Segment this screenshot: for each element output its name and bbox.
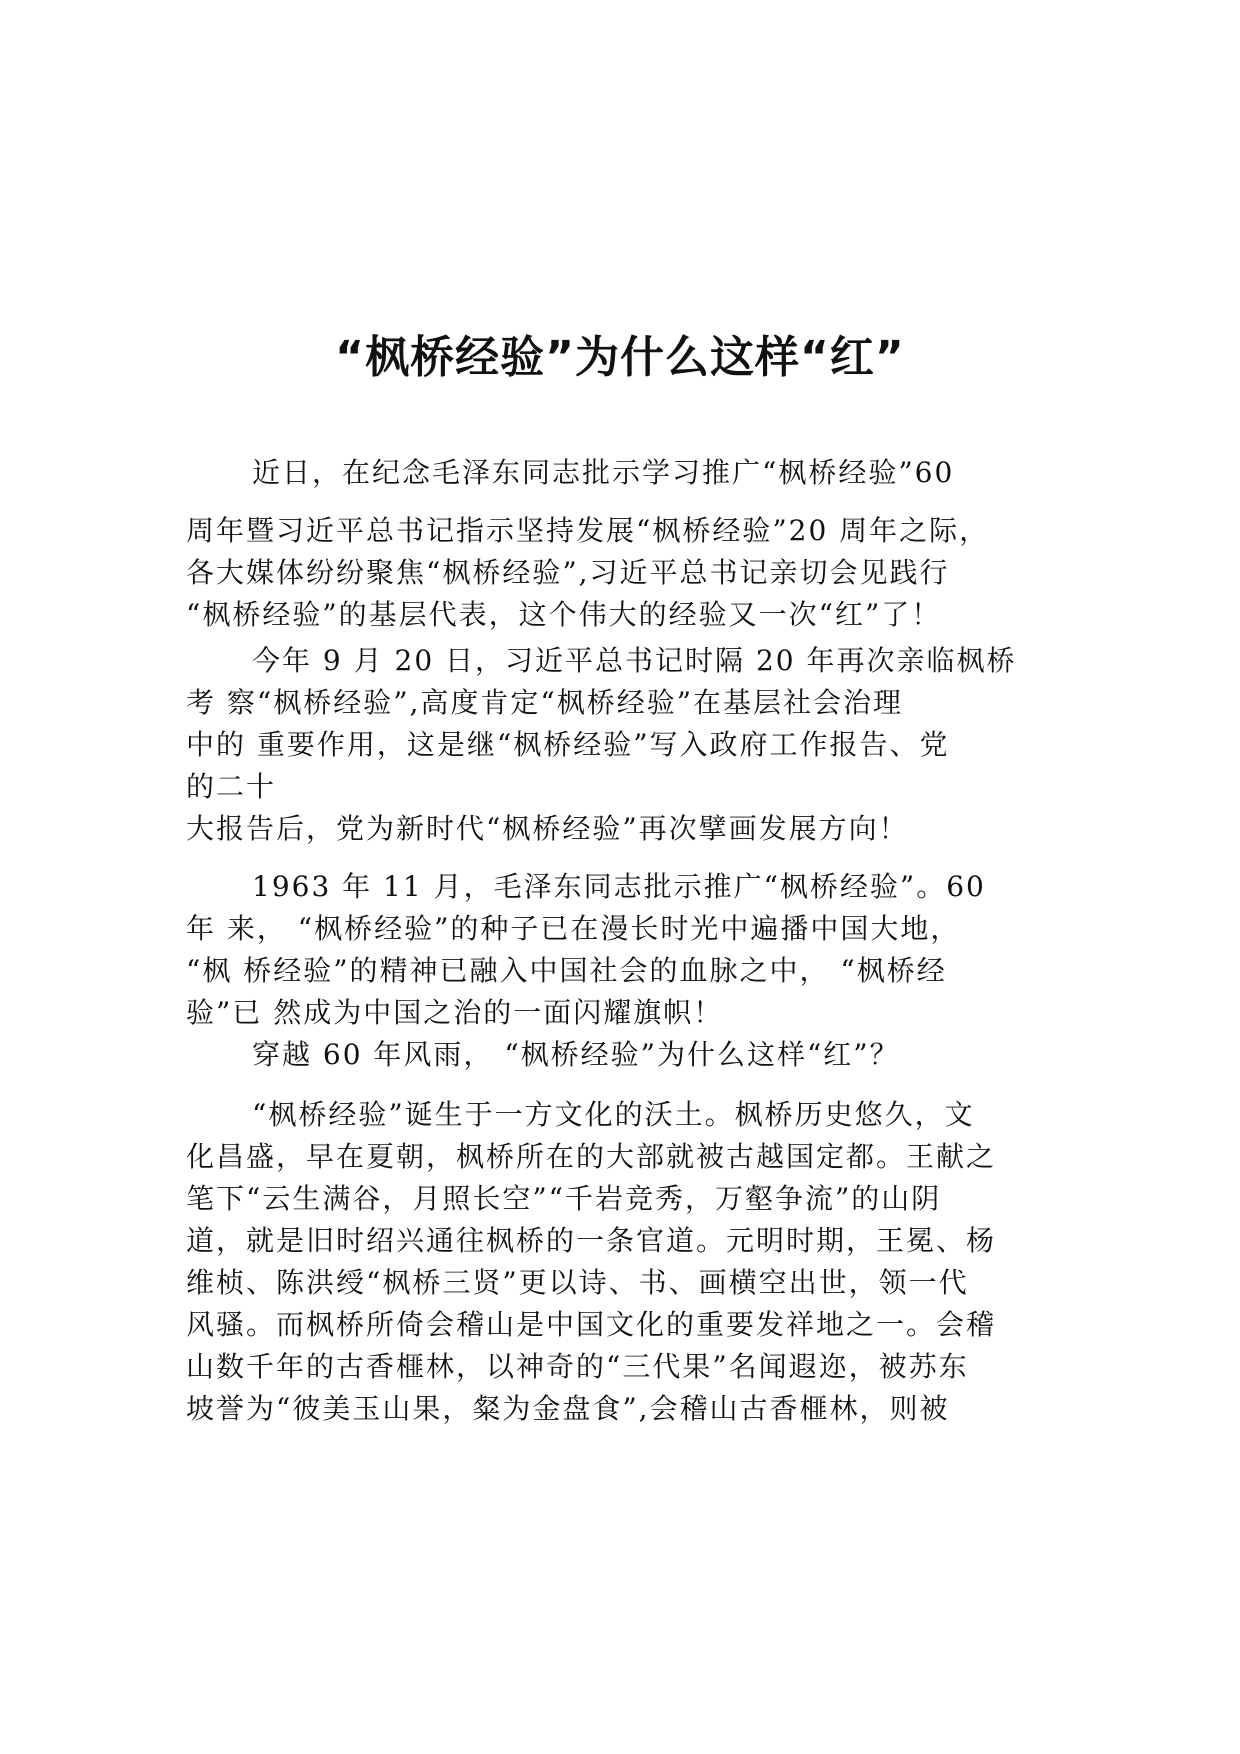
paragraph-line: 大报告后，党为新时代“枫桥经验”再次擘画发展方向！ <box>186 812 909 845</box>
paragraph-7 <box>186 1094 1056 1430</box>
paragraph-3 <box>186 640 1056 808</box>
paragraph-line: 周年暨习近平总书记指示坚持发展“枫桥经验”20 周年之际， <box>186 514 990 547</box>
paragraph-line: 考 察“枫桥经验”,高度肯定“枫桥经验”在基层社会治理 <box>186 686 904 719</box>
paragraph-6 <box>186 1034 1122 1076</box>
paragraph-4 <box>186 808 1056 850</box>
paragraph-5 <box>186 866 1056 1034</box>
paragraph-line: 化昌盛，早在夏朝，枫桥所在的大部就被古越国定都。王献之 <box>186 1140 997 1173</box>
paragraph-line: 1963 年 11 月，毛泽东同志批示推广“枫桥经验”。60 <box>252 870 986 903</box>
document-title: “枫桥经验”为什么这样“红” <box>335 332 905 383</box>
paragraph-line: 穿越 60 年风雨， “枫桥经验”为什么这样“红”？ <box>252 1038 900 1071</box>
paragraph-1 <box>186 452 1122 494</box>
paragraph-line: 维桢、陈洪绶“枫桥三贤”更以诗、书、画横空出世，领一代 <box>186 1266 969 1299</box>
paragraph-line: 今年 9 月 20 日，习近平总书记时隔 20 年再次亲临枫桥 <box>252 644 1017 677</box>
paragraph-line: 年 来， “枫桥经验”的种子已在漫长时光中遍播中国大地， <box>186 912 961 945</box>
paragraph-line: “枫桥经验”的基层代表，这个伟大的经验又一次“红”了！ <box>186 598 942 631</box>
paragraph-line: “枫 桥经验”的精神已融入中国社会的血脉之中， “枫桥经 <box>186 954 947 987</box>
paragraph-2 <box>186 510 1056 636</box>
paragraph-line: 笔下“云生满谷，月照长空”“千岩竞秀，万壑争流”的山阴 <box>186 1182 942 1215</box>
paragraph-line: 近日，在纪念毛泽东同志批示学习推广“枫桥经验”60 <box>252 456 955 489</box>
paragraph-line: 的二十 <box>186 770 277 803</box>
paragraph-line: 各大媒体纷纷聚焦“枫桥经验”,习近平总书记亲切会见践行 <box>186 556 950 589</box>
paragraph-line: 风骚。而枫桥所倚会稽山是中国文化的重要发祥地之一。会稽 <box>186 1308 997 1341</box>
paragraph-line: 山数千年的古香榧林，以神奇的“三代果”名闻遐迩，被苏东 <box>186 1350 969 1383</box>
paragraph-line: 道，就是旧时绍兴通往枫桥的一条官道。元明时期，王冕、杨 <box>186 1224 997 1257</box>
paragraph-line: 坡誉为“彼美玉山果，粲为金盘食”,会稽山古香榧林，则被 <box>186 1392 950 1425</box>
paragraph-line: 验”已 然成为中国之治的一面闪耀旗帜！ <box>186 996 724 1029</box>
paragraph-line: 中的 重要作用，这是继“枫桥经验”写入政府工作报告、党 <box>186 728 950 761</box>
paragraph-line: “枫桥经验”诞生于一方文化的沃土。枫桥历史悠久，文 <box>252 1098 975 1131</box>
